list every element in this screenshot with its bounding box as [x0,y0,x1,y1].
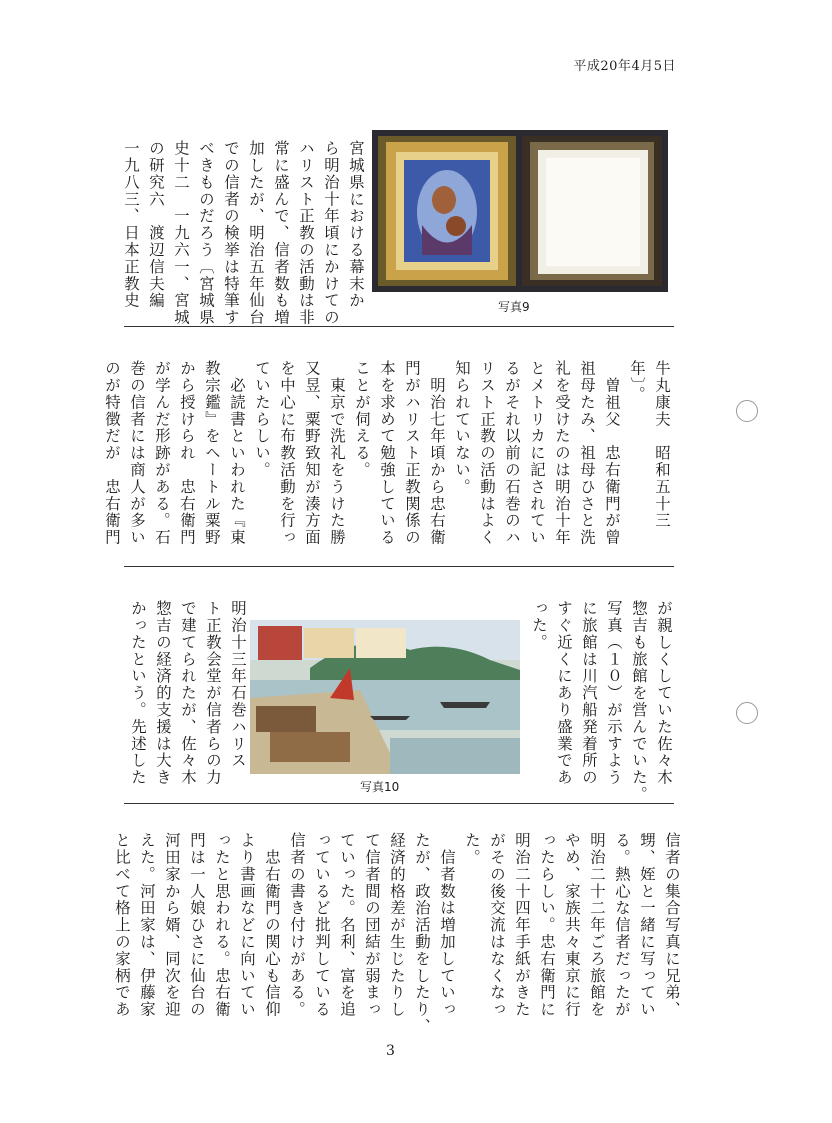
section-divider [124,566,674,567]
section-divider [124,803,674,804]
header-date: 平成20年4月5日 [573,59,676,74]
binder-hole [736,702,758,724]
section-divider [124,326,674,327]
section1-text: 宮城県における幕末か ら明治十年頃にかけての ハリスト正教の活動は非 常に盛んで、信者数も増 加したが、明治五年仙台 での信者の検挙は特筆す べきものだろう〔宮城県 史十二 一九六一、宮城 の研究六 渡辺信夫編 一九八三、日本正教史 [122,140,365,326]
photo-10-caption: 写真10 [360,780,400,794]
section3-text-right: が親しくしていた佐々木 惣吉も旅館を営んでいた。 写真（１０）が示すよう に旅館は川汽船発着所の すぐ近くにあり盛業であ った。 [530,600,673,803]
photo-10-harbor-print [250,620,520,774]
binder-hole [736,400,758,422]
page-number: 3 [386,1043,395,1059]
section4-text: 信者の集合写真に兄弟、 甥、姪と一緒に写ってい る。熱心な信者だったが 明治二十二年ごろ旅館を やめ、家族共々東京に行 ったらしい。忠右衛門に 明治二十四年手紙がきた がその後交流はなくなっ た。 信者数は増加していっ たが、政治活動をしたり、 経済的格差が生じたりし て信者間の団結が弱まっ ていった。名利、富を追 っているど批判している 信者の書き付けがある。 忠右衛門の関心も信仰 より書画などに向いてい ったと思われる。忠右衛 門は一人娘ひさに仙台の 河田家から婿、同次を迎 えた。河田家は、伊藤家 と比べて格上の家柄であ [113,832,681,1035]
photo-9-icon-case [372,130,668,292]
photo-9-caption: 写真9 [498,300,530,314]
section3-text-left: 明治十三年石巻ハリス ト正教会堂が信者らの力 で建てられたが、佐々木 惣吉の経済的支援は大き かったという。先述した [129,600,247,786]
section2-text: 牛丸康夫 昭和五十三 年〕。 曽祖父 忠右衛門が曾 祖母たみ、祖母ひさと洗 礼を受けたのは明治十年 とメトリカに記されてい るがそれ以前の石巻のハ リスト正教の活動はよく 知られていない。 明治七年頃から忠右衛 門がハリスト正教関係の 本を求めて勉強している ことが伺える。 東京で洗礼をうけた勝 又昱、粟野致知が湊方面 を中心に布教活動を行っ ていたらしい。 必読書といわれた『東 教宗鑑』をヘートル粟野 から授けられ 忠右衛門 が学んだ形跡がある。石 巻の信者には商人が多い のが特徴だが 忠右衛門 [103,360,671,546]
